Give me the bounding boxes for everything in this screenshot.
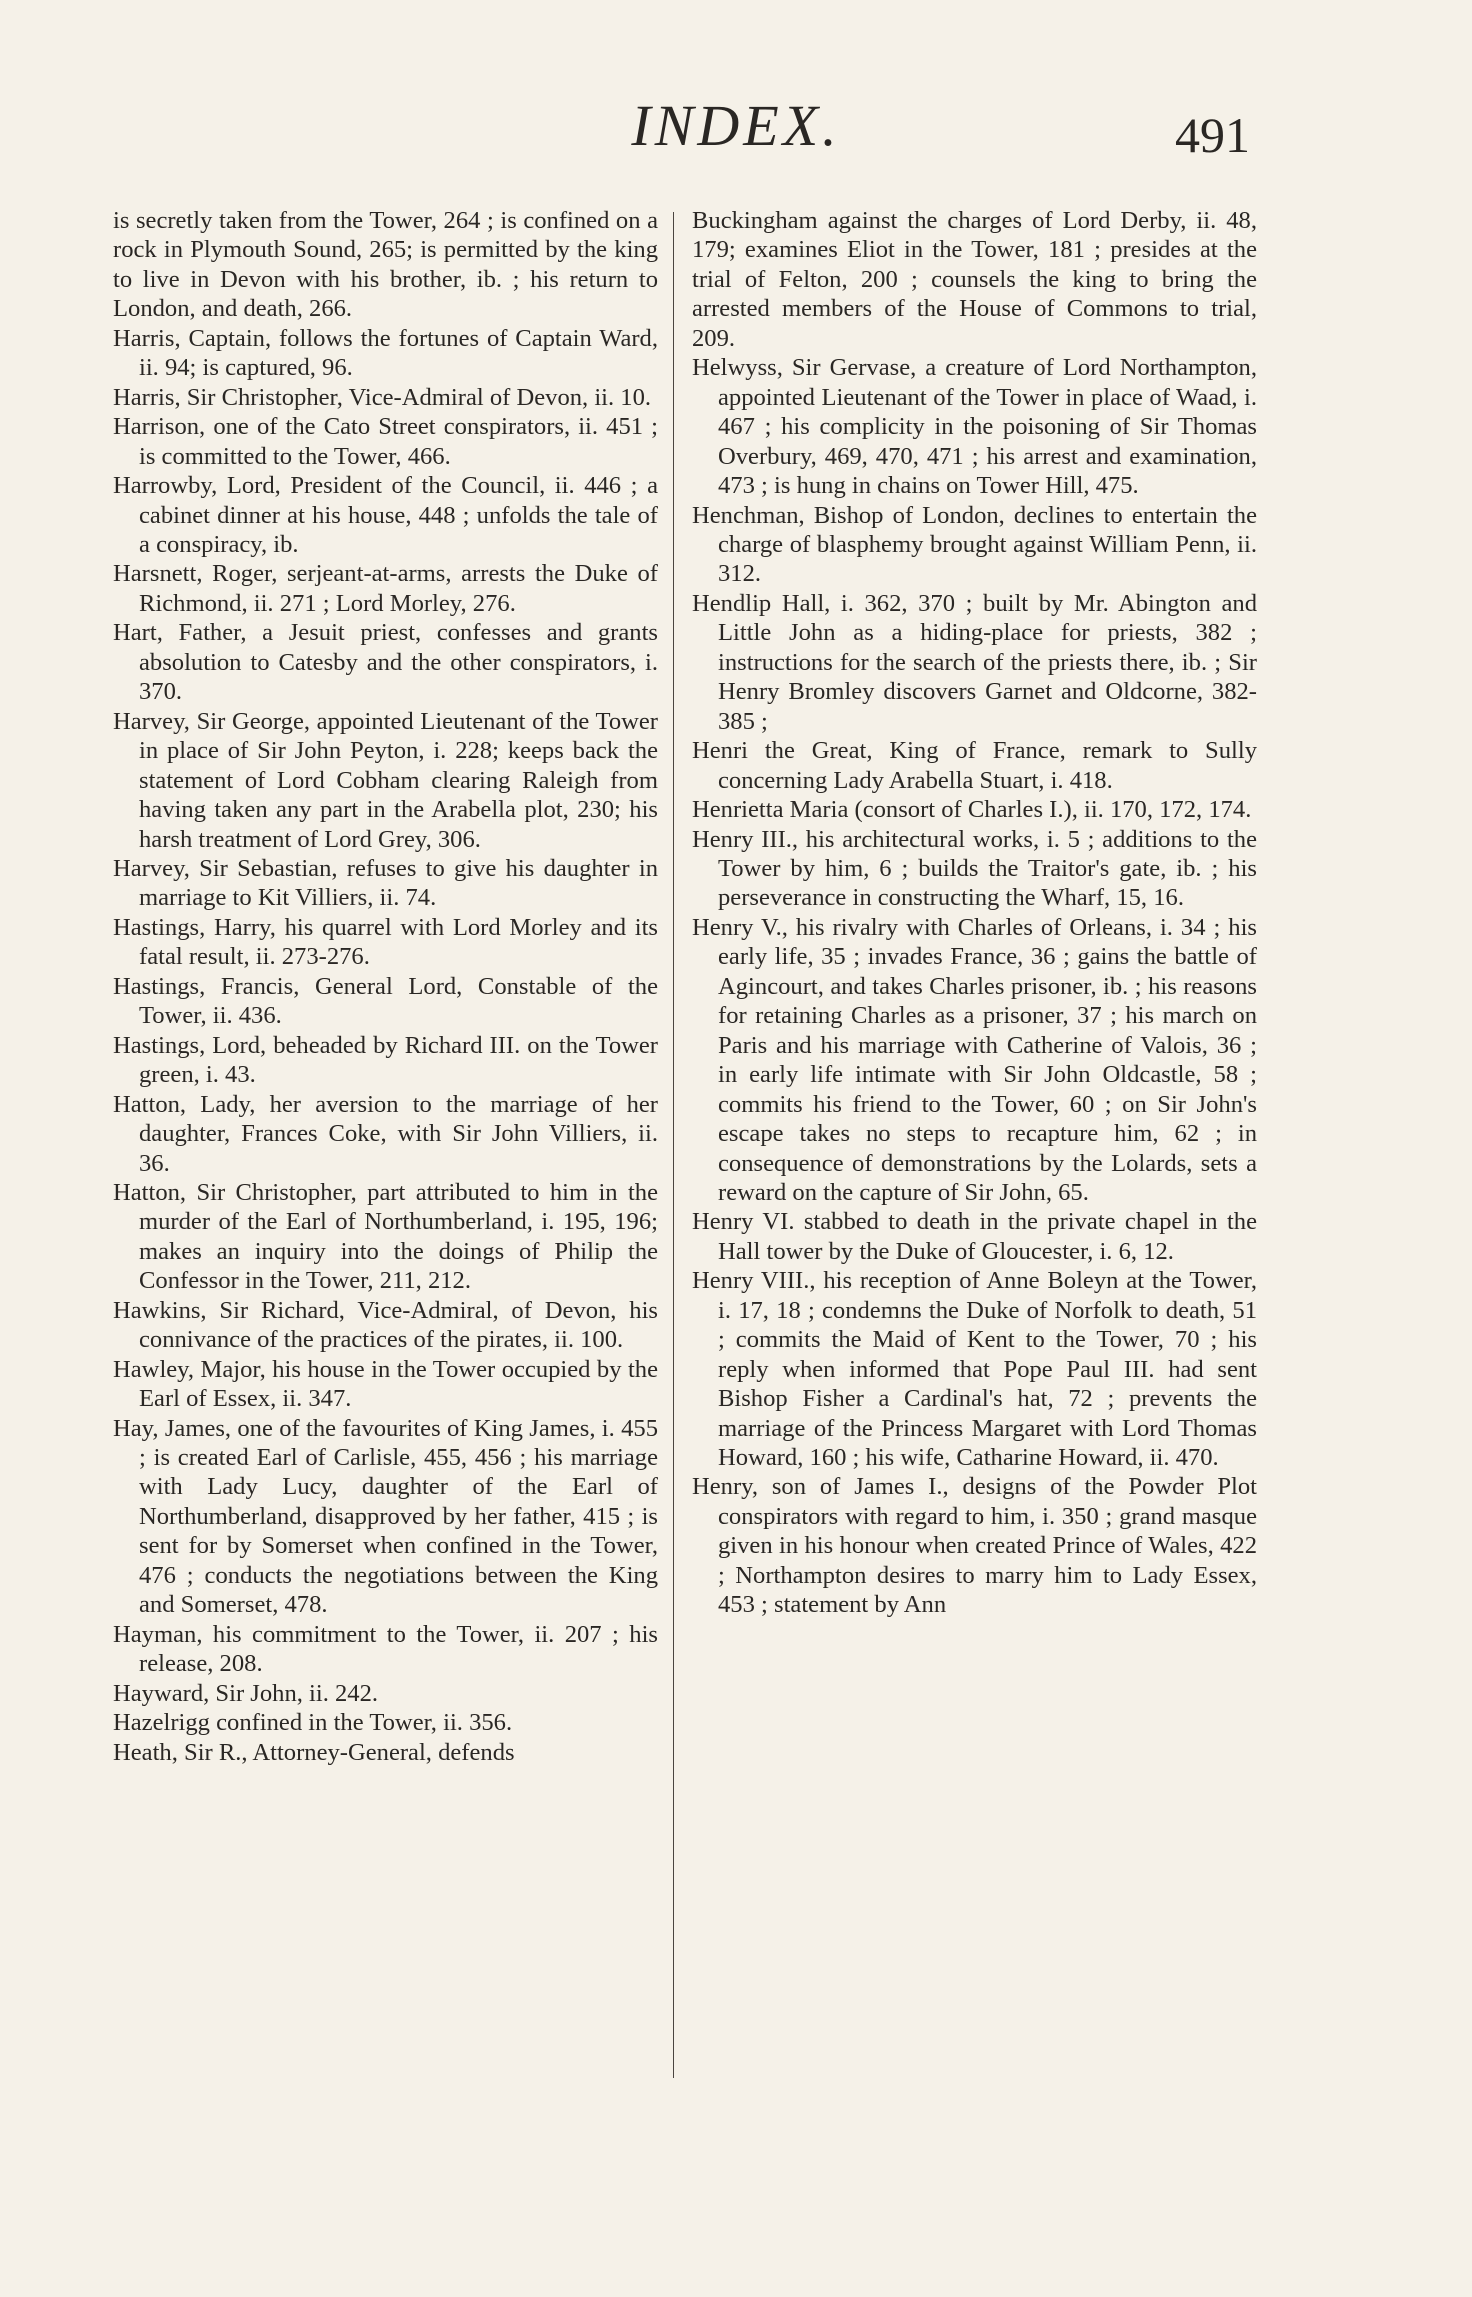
index-entry: Henry, son of James I., designs of the Powder Plot conspirators with regard to him, i. 350 ; grand masque given in his honour when created Prince of Wales, 422 ; Northampton desires to marry him to Lady Essex, 453 ; statement by Ann: [692, 1473, 1257, 1619]
index-column-left: [113, 206, 658, 1767]
index-entry: Hastings, Lord, beheaded by Richard III. on the Tower green, i. 43.: [113, 1031, 658, 1089]
index-entry: Harris, Sir Christopher, Vice-Admiral of Devon, ii. 10.: [113, 383, 652, 411]
index-entry: Hawkins, Sir Richard, Vice-Admiral, of Devon, his connivance of the practices of the pirates, ii. 100.: [113, 1296, 658, 1354]
index-entry: Harsnett, Roger, serjeant-at-arms, arrests the Duke of Richmond, ii. 271 ; Lord Morley, 276.: [113, 560, 658, 617]
index-entry: Hawley, Major, his house in the Tower occupied by the Earl of Essex, ii. 347.: [113, 1355, 658, 1413]
index-entry: Harris, Captain, follows the fortunes of Captain Ward, ii. 94; is captured, 96.: [113, 324, 658, 382]
index-entry: Harvey, Sir Sebastian, refuses to give his daughter in marriage to Kit Villiers, ii. 74.: [113, 854, 658, 912]
index-entry: Hatton, Sir Christopher, part attributed to him in the murder of the Earl of Northumberland, i. 195, 196; makes an inquiry into the doings of Philip the Confessor in the Tower, 211, 212.: [113, 1178, 658, 1295]
index-entry: Harrowby, Lord, President of the Council, ii. 446 ; a cabinet dinner at his house, 448 ; unfolds the tale of a conspiracy, ib.: [113, 472, 658, 558]
index-entry: Hayward, Sir John, ii. 242.: [113, 1679, 379, 1707]
index-entry: Hart, Father, a Jesuit priest, confesses and grants absolution to Catesby and the other conspirators, i. 370.: [113, 619, 658, 706]
index-entry: Hendlip Hall, i. 362, 370 ; built by Mr. Abington and Little John as a hiding-place for priests, 382 ; instructions for the search of the priests there, ib. ; Sir Henry Bromley discovers Garnet and Oldcorne, 382-385 ;: [692, 589, 1257, 735]
index-entry: Hayman, his commitment to the Tower, ii. 207 ; his release, 208.: [113, 1620, 658, 1678]
index-entry: Harvey, Sir George, appointed Lieutenant of the Tower in place of Sir John Peyton, i. 228; keeps back the statement of Lord Cobham clearing Raleigh from having taken any part in the Arabella plot, 230; his harsh treatment of Lord Grey, 306.: [113, 707, 658, 853]
index-column-right: [692, 206, 1257, 1620]
column-divider: [673, 212, 674, 2078]
index-entry: Heath, Sir R., Attorney-General, defends: [113, 1738, 515, 1766]
index-entry: Henrietta Maria (consort of Charles I.), ii. 170, 172, 174.: [692, 796, 1252, 824]
index-entry: Harrison, one of the Cato Street conspirators, ii. 451 ; is committed to the Tower, 466.: [113, 413, 658, 470]
index-entry: Henry VIII., his reception of Anne Boleyn at the Tower, i. 17, 18 ; condemns the Duke of Norfolk to death, 51 ; commits the Maid of Kent to the Tower, 70 ; his reply when informed that Pope Paul III. had sent Bishop Fisher a Cardinal's hat, 72 ; prevents the marriage of the Princess Margaret with Lord Thomas Howard, 160 ; his wife, Catharine Howard, ii. 470.: [692, 1267, 1257, 1472]
index-entry: Henry III., his architectural works, i. 5 ; additions to the Tower by him, 6 ; builds the Traitor's gate, ib. ; his perseverance in constructing the Wharf, 15, 16.: [692, 825, 1257, 912]
index-entry: Hatton, Lady, her aversion to the marriage of her daughter, Frances Coke, with Sir John Villiers, ii. 36.: [113, 1090, 658, 1177]
index-entry: Henry VI. stabbed to death in the private chapel in the Hall tower by the Duke of Gloucester, i. 6, 12.: [692, 1208, 1257, 1265]
index-entry: Henry V., his rivalry with Charles of Orleans, i. 34 ; his early life, 35 ; invades France, 36 ; gains the battle of Agincourt, and takes Charles prisoner, ib. ; his reasons for retaining Charles as a prisoner, 37 ; his march on Paris and his marriage with Catherine of Valois, 36 ; in early life intimate with Sir John Oldcastle, 58 ; commits his friend to the Tower, 60 ; on Sir John's escape takes no steps to recapture him, 62 ; in consequence of demonstrations by the Lolards, sets a reward on the capture of Sir John, 65.: [692, 913, 1257, 1206]
running-title: INDEX.: [631, 93, 841, 158]
index-entry-continued: is secretly taken from the Tower, 264 ; is confined on a rock in Plymouth Sound, 265; is permitted by the king to live in Devon with his brother, ib. ; his return to London, and death, 266.: [113, 207, 658, 323]
index-entry: Helwyss, Sir Gervase, a creature of Lord Northampton, appointed Lieutenant of the Tower in place of Waad, i. 467 ; his complicity in the poisoning of Sir Thomas Overbury, 469, 470, 471 ; his arrest and examination, 473 ; is hung in chains on Tower Hill, 475.: [692, 354, 1257, 500]
index-entry-continued: Buckingham against the charges of Lord Derby, ii. 48, 179; examines Eliot in the Tower, 181 ; presides at the trial of Felton, 200 ; counsels the king to bring the arrested members of the House of Commons to trial, 209.: [692, 207, 1257, 352]
index-entry: Henchman, Bishop of London, declines to entertain the charge of blasphemy brought against William Penn, ii. 312.: [692, 501, 1257, 588]
index-entry: Hazelrigg confined in the Tower, ii. 356.: [113, 1709, 513, 1737]
page-number: 491: [1175, 107, 1250, 163]
index-entry: Henri the Great, King of France, remark to Sully concerning Lady Arabella Stuart, i. 418.: [692, 737, 1257, 794]
index-entry: Hay, James, one of the favourites of King James, i. 455 ; is created Earl of Carlisle, 455, 456 ; his marriage with Lady Lucy, daughter of the Earl of Northumberland, disapproved by her father, 415 ; is sent for by Somerset when confined in the Tower, 476 ; conducts the negotiations between the King and Somerset, 478.: [113, 1414, 658, 1619]
index-entry: Hastings, Harry, his quarrel with Lord Morley and its fatal result, ii. 273-276.: [113, 913, 658, 971]
index-entry: Hastings, Francis, General Lord, Constable of the Tower, ii. 436.: [113, 972, 658, 1030]
